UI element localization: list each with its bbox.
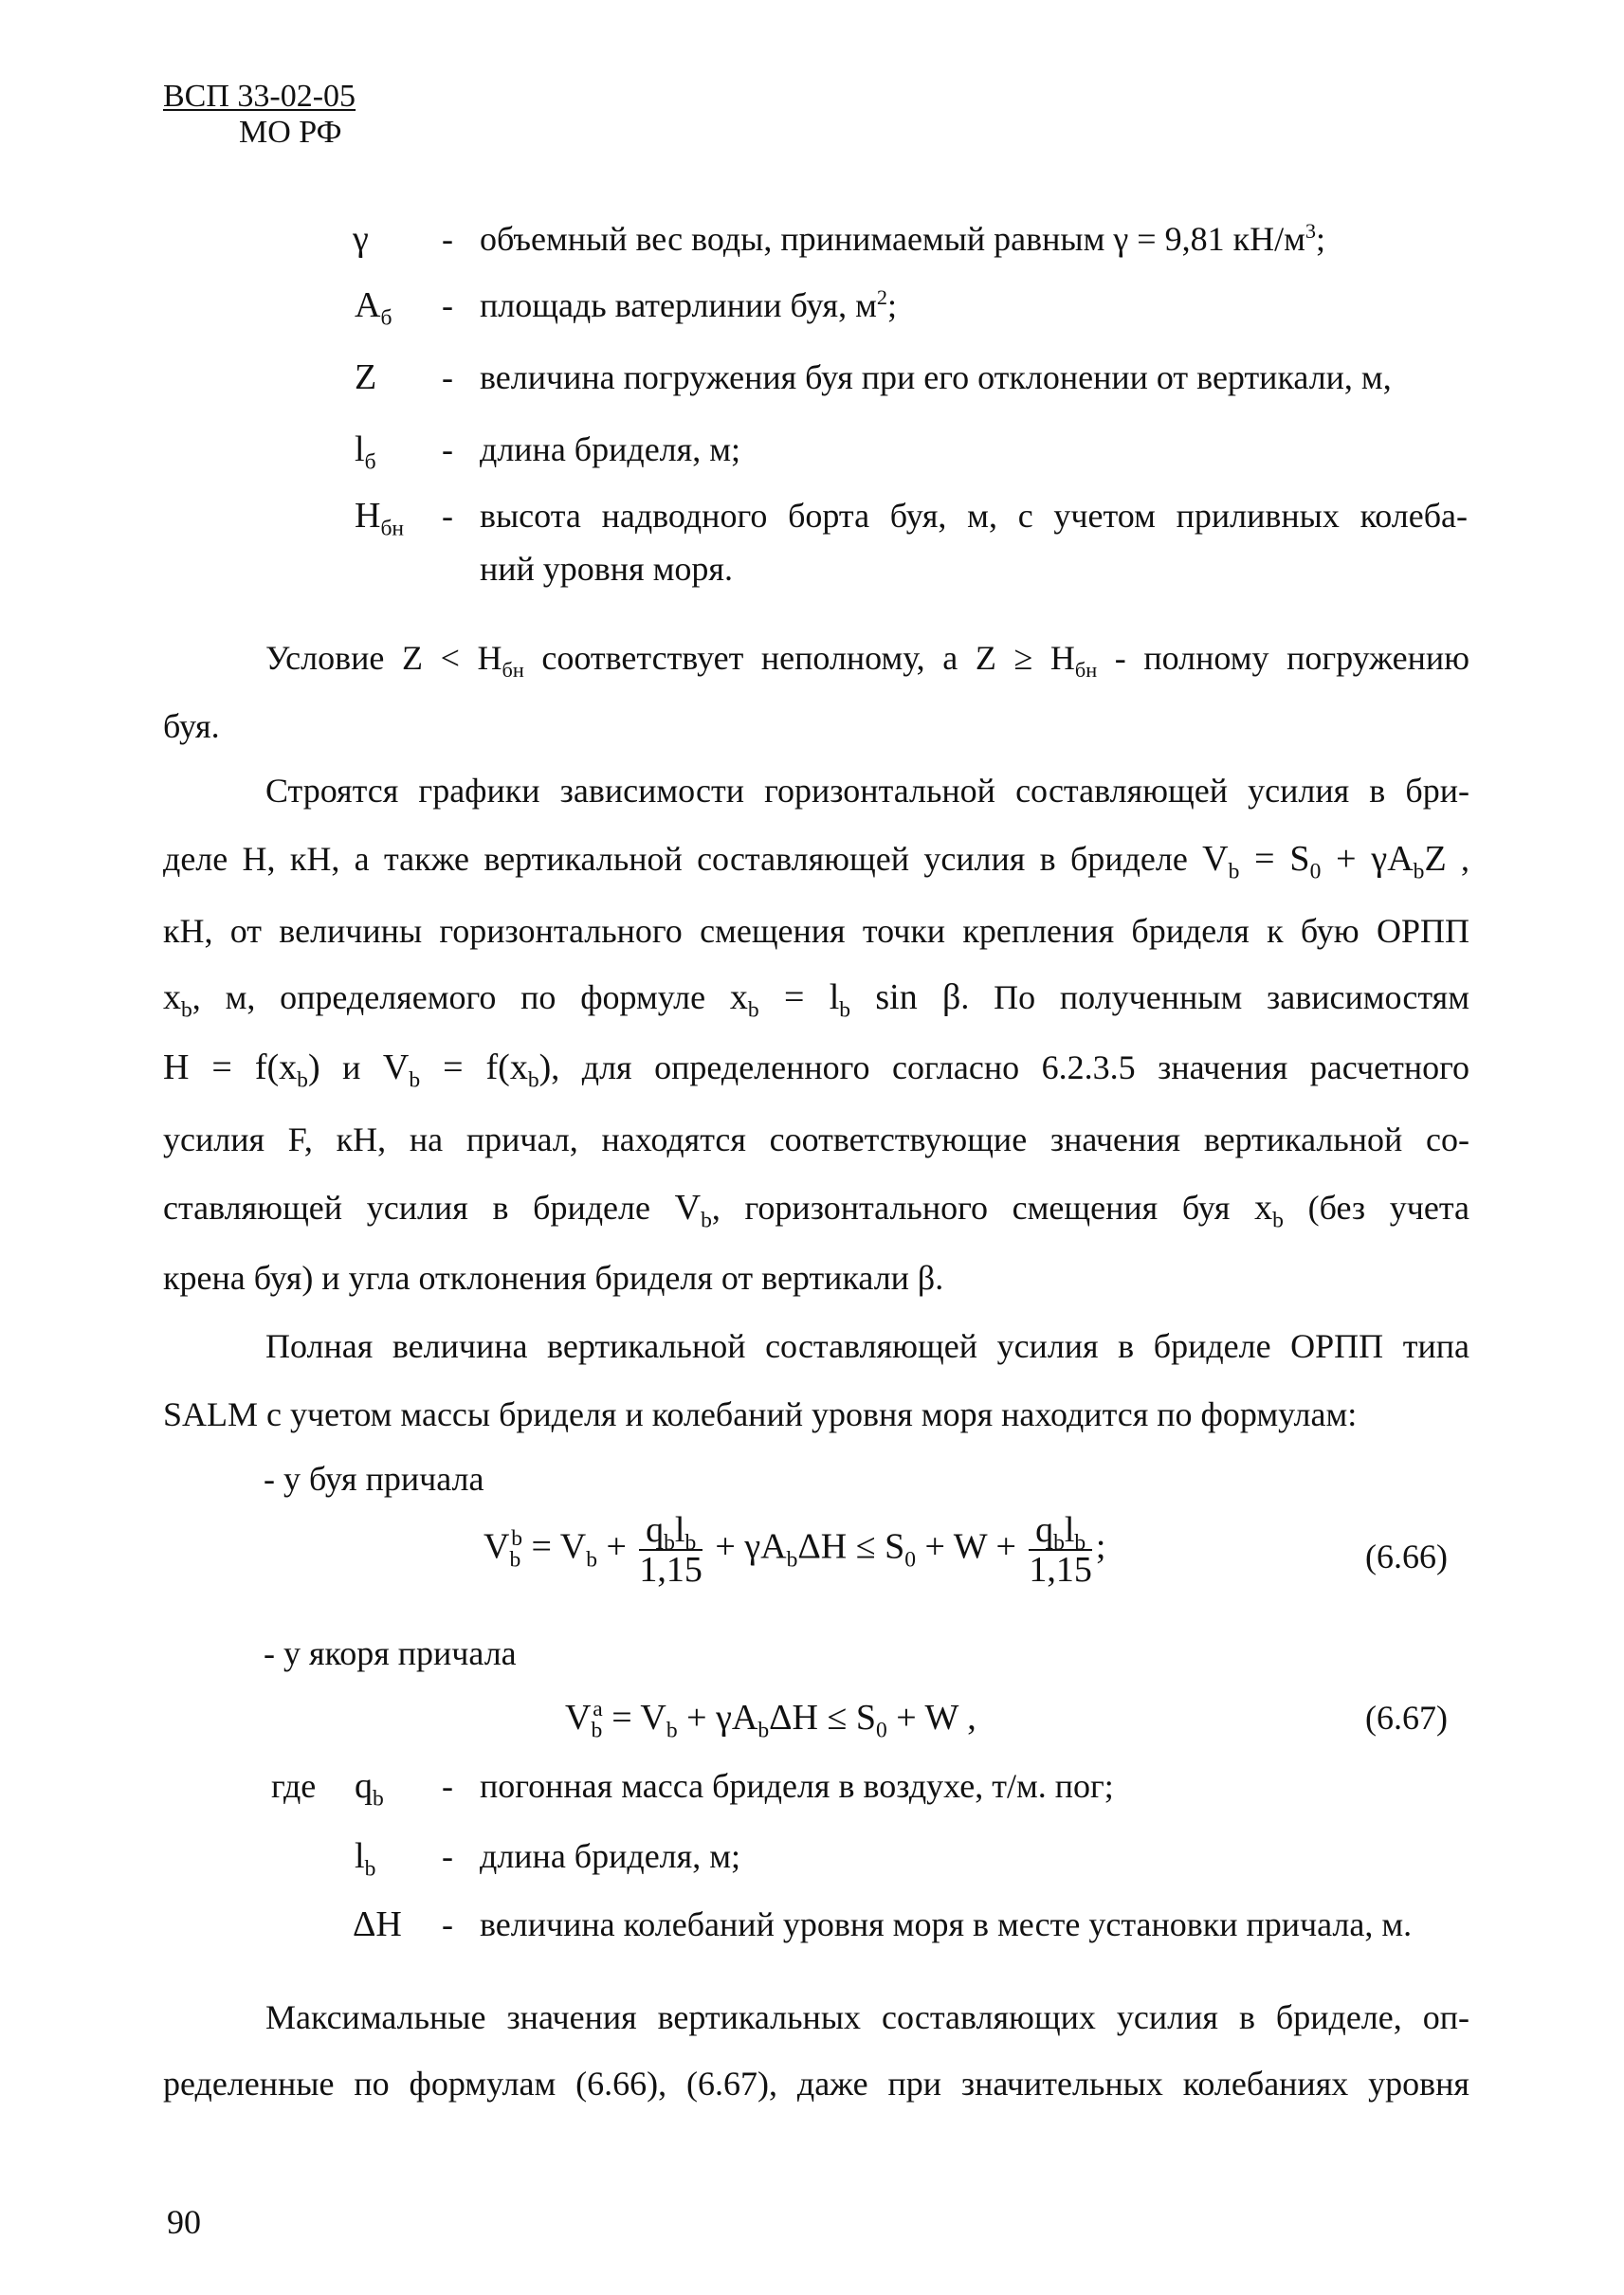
paragraph-line: Максимальные значения вертикальных составляющих усилия в бриделе, оп- [265, 1998, 1469, 2036]
def-dash: - [442, 286, 453, 324]
equation-6-66: $V_b^b = V_b$ + $\frac{q_bl_b}{1,15}$ + $\gamma A_b\Delta H \le S_0 + W$ + $\frac{q_bl_b}{1,15}$ ; [484, 1510, 1106, 1590]
paragraph-line: Строятся графики зависимости горизонтальной составляющей усилия в бри- [265, 772, 1469, 810]
def-dash: - [442, 430, 453, 468]
definition-text: длина бриделя, м; [480, 1837, 740, 1875]
definition-text-cont: ний уровня моря. [480, 550, 733, 588]
condition-line: Условие $Z < H_{бн}$ соответствует неполному, а $Z \ge H_{бн}$ - полному погружению [265, 639, 1470, 683]
paragraph-line: ставляющей усилия в бриделе $V_b$, горизонтального смещения буя $x_b$ (без учета [163, 1188, 1470, 1233]
paragraph-line: кН, от величины горизонтального смещения точки крепления бриделя к бую ОРПП [163, 912, 1469, 950]
def-dash: - [442, 220, 453, 258]
document-code: ВСП 33-02-05 [163, 79, 356, 114]
page-number: 90 [167, 2203, 201, 2241]
symbol-z: Z [355, 357, 377, 397]
paragraph-line: крена буя) и угла отклонения бриделя от вертикали β. [163, 1259, 944, 1297]
where-label: где [271, 1767, 317, 1805]
equation-number: (6.67) [1365, 1699, 1448, 1737]
fraction: $\frac{q_bl_b}{1,15}$ [1029, 1510, 1092, 1590]
anchor-label: - у якоря причала [264, 1634, 517, 1672]
equation-number: (6.66) [1365, 1538, 1448, 1576]
def-dash: - [442, 1837, 453, 1875]
symbol-gamma: γ [353, 219, 369, 259]
condition-line-end: буя. [163, 707, 220, 745]
def-dash: - [442, 1767, 453, 1805]
paragraph-line: усилия F, кН, на причал, находятся соответствующие значения вертикальной со- [163, 1120, 1469, 1158]
paragraph-line: деле H, кН, а также вертикальной составляющей усилия в бриделе $V_b = S_0 + \gamma A_bZ$ , [163, 839, 1469, 884]
definition-text: высота надводного борта буя, м, с учетом приливных колеба- [480, 497, 1468, 535]
fraction: $\frac{q_bl_b}{1,15}$ [639, 1510, 703, 1590]
symbol-delta-h: ΔH [353, 1904, 402, 1944]
symbol-h-bn: $H_{бн}$ [355, 496, 405, 541]
equation-6-67: $V_b^a = V_b + \gamma A_b\Delta H \le S_0 + W$ , [565, 1697, 976, 1743]
definition-text: величина колебаний уровня моря в месте установки причала, м. [480, 1905, 1413, 1943]
paragraph-line: SALM с учетом массы бриделя и колебаний уровня моря находится по формулам: [163, 1395, 1358, 1433]
paragraph-line: Полная величина вертикальной составляющей усилия в бриделе ОРПП типа [265, 1327, 1469, 1365]
definition-text: длина бриделя, м; [480, 430, 740, 468]
document-org: МО РФ [239, 115, 342, 150]
definition-text: величина погружения буя при его отклонении от вертикали, м, [480, 358, 1392, 396]
paragraph-line: ределенные по формулам (6.66), (6.67), даже при значительных колебаниях уровня [163, 2065, 1469, 2103]
symbol-q-b: $q_b$ [355, 1766, 384, 1812]
paragraph-line: $H = f(x_b)$ и $V_b = f(x_b)$, для определенного согласно 6.2.3.5 значения расчетного [163, 1047, 1469, 1093]
def-dash: - [442, 1905, 453, 1943]
symbol-l-b: $l_б$ [355, 429, 376, 475]
buoy-label: - у буя причала [264, 1460, 484, 1498]
definition-text: объемный вес воды, принимаемый равным γ = 9,81 $кН/м^3$; [480, 219, 1326, 258]
paragraph-line: $x_b$, м, определяемого по формуле $x_b = l_b$ sin β. По полученным зависимостям [163, 977, 1469, 1023]
def-dash: - [442, 358, 453, 396]
symbol-a-b: $A_б$ [355, 285, 392, 331]
def-dash: - [442, 497, 453, 535]
symbol-l-b: $l_b$ [355, 1836, 376, 1882]
definition-text: погонная масса бриделя в воздухе, т/м. пог; [480, 1767, 1114, 1805]
definition-text: площадь ватерлинии буя, $м^2$; [480, 285, 898, 324]
